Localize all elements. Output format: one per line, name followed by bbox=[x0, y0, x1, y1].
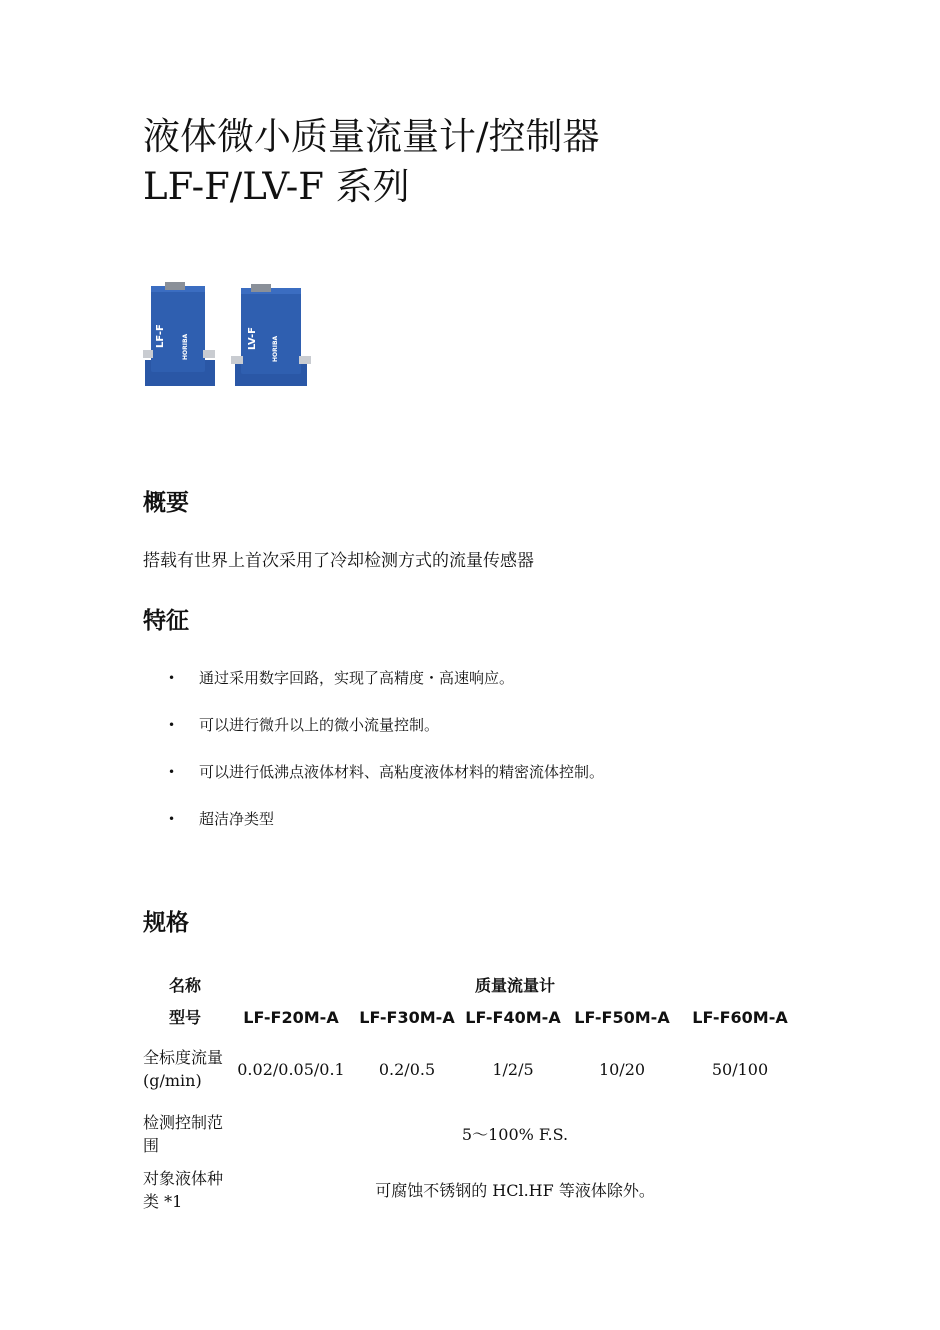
feature-text: 超洁净类型 bbox=[199, 810, 275, 828]
page-title bbox=[143, 112, 599, 212]
device-left-brand: HORIBA bbox=[182, 333, 189, 360]
table-row bbox=[143, 1032, 803, 1106]
spec-table bbox=[143, 968, 803, 1218]
full-scale-cell: 50/100 bbox=[711, 1059, 769, 1079]
features-list bbox=[168, 666, 604, 854]
device-left-label: LF-F bbox=[155, 324, 166, 348]
table-row bbox=[143, 968, 803, 1002]
full-scale-cell: 0.2/0.5 bbox=[378, 1059, 436, 1079]
range-value: 5～100% F.S. bbox=[461, 1124, 569, 1144]
bullet-icon: • bbox=[168, 718, 176, 732]
model-cell: LF-F60M-A bbox=[692, 1007, 788, 1027]
feature-item bbox=[168, 760, 604, 807]
feature-text: 可以进行微升以上的微小流量控制。 bbox=[199, 716, 440, 734]
feature-item bbox=[168, 666, 604, 713]
name-value: 质量流量计 bbox=[475, 975, 556, 995]
model-cell: LF-F20M-A bbox=[243, 1007, 339, 1027]
model-cell: LF-F50M-A bbox=[574, 1007, 670, 1027]
liquid-value: 可腐蚀不锈钢的 HCl.HF 等液体除外。 bbox=[375, 1180, 655, 1200]
bullet-icon: • bbox=[168, 812, 176, 826]
range-label: 检测控制范围 bbox=[143, 1113, 224, 1155]
table-row bbox=[143, 1162, 803, 1218]
specs-heading: 规格 bbox=[143, 910, 189, 936]
device-right-label: LV-F bbox=[247, 327, 258, 350]
overview-text: 搭载有世界上首次采用了冷却检测方式的流量传感器 bbox=[143, 551, 534, 571]
feature-text: 通过采用数字回路，实现了高精度・高速响应。 bbox=[199, 669, 515, 687]
product-image bbox=[143, 278, 343, 398]
features-heading: 特征 bbox=[143, 608, 189, 634]
table-row bbox=[143, 1106, 803, 1162]
feature-text: 可以进行低沸点液体材料、高粘度液体材料的精密流体控制。 bbox=[199, 763, 605, 781]
full-scale-cell: 1/2/5 bbox=[492, 1059, 534, 1079]
model-cell: LF-F30M-A bbox=[359, 1007, 455, 1027]
bullet-icon: • bbox=[168, 671, 176, 685]
full-scale-cell: 10/20 bbox=[598, 1059, 646, 1079]
title-line-1: 液体微小质量流量计/控制器 bbox=[143, 115, 600, 158]
feature-item bbox=[168, 713, 604, 760]
full-scale-cell: 0.02/0.05/0.1 bbox=[237, 1059, 345, 1079]
feature-item bbox=[168, 807, 604, 854]
overview-heading: 概要 bbox=[143, 490, 189, 516]
liquid-label: 对象液体种类 *1 bbox=[143, 1169, 224, 1211]
model-cell: LF-F40M-A bbox=[465, 1007, 561, 1027]
bullet-icon: • bbox=[168, 765, 176, 779]
device-right-brand: HORIBA bbox=[272, 335, 279, 362]
model-label: 型号 bbox=[168, 1007, 201, 1027]
table-row bbox=[143, 1002, 803, 1032]
lf-f-device bbox=[143, 282, 215, 386]
lv-f-device bbox=[231, 284, 311, 386]
full-scale-label: 全标度流量(g/min) bbox=[143, 1048, 224, 1090]
title-line-2: LF-F/LV-F 系列 bbox=[143, 165, 410, 208]
name-label: 名称 bbox=[168, 975, 201, 995]
